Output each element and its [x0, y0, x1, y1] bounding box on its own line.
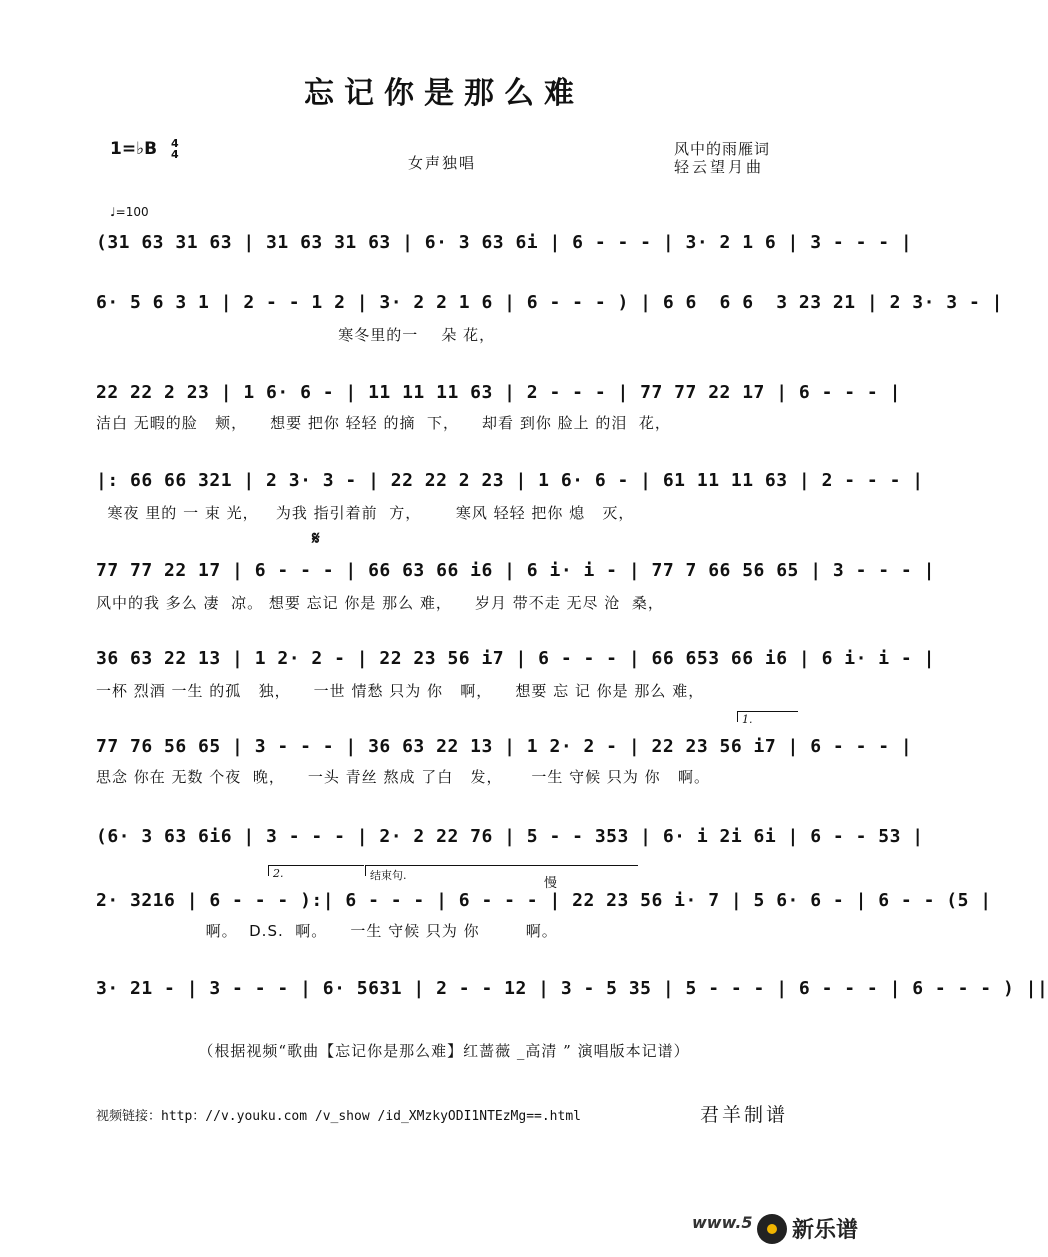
segno-sign: 𝄋 — [312, 528, 320, 549]
watermark-url: www.5 — [692, 1213, 753, 1232]
lyrics-line-3: 洁白 无暇的脸 颊， 想要 把你 轻轻 的摘 下， 却看 到你 脸上 的泪 花， — [96, 414, 671, 432]
notes-line-2: 6· 5 6 3 1 | 2 - - 1 2 | 3· 2 2 1 6 | 6 - - - ) | 6 6 6 6 3 23 21 | 2 3· 3 - | — [96, 292, 1003, 313]
voice-type: 女声独唱 — [408, 154, 477, 172]
lyrics-line-2: 寒冬里的一 朵 花， — [96, 326, 496, 344]
notes-line-6: 36 63 22 13 | 1 2· 2 - | 22 23 56 i7 | 6 - - - | 66 653 66 i6 | 6 i· i - | — [96, 648, 935, 669]
notes-line-5: 77 77 22 17 | 6 - - - | 66 63 66 i6 | 6 i· i - | 77 7 66 56 65 | 3 - - - | — [96, 560, 935, 581]
notes-line-1: (31 63 31 63 | 31 63 31 63 | 6· 3 63 6i | 6 - - - | 3· 2 1 6 | 3 - - - | — [96, 232, 913, 253]
meter-top: 4 — [170, 137, 179, 150]
transcription-source-note: （根据视频“歌曲【忘记你是那么难】红蔷薇 _高清 ” 演唱版本记谱） — [198, 1042, 690, 1060]
notes-line-10: 3· 21 - | 3 - - - | 6· 5631 | 2 - - 12 | 3 - 5 35 | 5 - - - | 6 - - - | 6 - - - ) || — [96, 978, 1048, 999]
lyrics-line-4: 寒夜 里的 一 束 光， 为我 指引着前 方， 寒风 轻轻 把你 熄 灭， — [96, 504, 635, 522]
notes-line-8: (6· 3 63 6i6 | 3 - - - | 2· 2 22 76 | 5 - - 353 | 6· i 2i 6i | 6 - - 53 | — [96, 826, 924, 847]
ending-bracket — [365, 865, 638, 882]
lyrics-line-7: 思念 你在 无数 个夜 晚， 一头 青丝 熬成 了白 发， 一生 守候 只为 你 啊。 — [96, 768, 710, 786]
watermark-brand: 新乐谱 — [792, 1218, 859, 1243]
lyricist-credit: 风中的雨雁词 — [674, 140, 771, 158]
notes-line-4: |: 66 66 321 | 2 3· 3 - | 22 22 2 23 | 1 6· 6 - | 61 11 11 63 | 2 - - - | — [96, 470, 924, 491]
key-signature — [110, 138, 179, 160]
volta-1-label: 1. — [742, 713, 753, 726]
volta-1-bracket — [737, 711, 798, 726]
site-logo-icon — [757, 1214, 787, 1244]
composer-credit: 轻云望月曲 — [674, 158, 765, 176]
time-signature — [171, 138, 179, 160]
volta-2-bracket — [268, 865, 364, 880]
transcriber-signature: 君羊制谱 — [700, 1104, 789, 1126]
notes-line-3: 22 22 2 23 | 1 6· 6 - | 11 11 11 63 | 2 - - - | 77 77 22 17 | 6 - - - | — [96, 382, 901, 403]
song-title: 忘记你是那么难 — [304, 76, 584, 111]
notes-line-7: 77 76 56 65 | 3 - - - | 36 63 22 13 | 1 2· 2 - | 22 23 56 i7 | 6 - - - | — [96, 736, 913, 757]
lyrics-line-9: 啊。 D.S. 啊。 一生 守候 只为 你 啊。 — [96, 922, 558, 940]
ending-label: 结束句. — [370, 869, 407, 882]
slow-marking: 慢 — [544, 876, 558, 891]
video-link[interactable]: 视频链接：http：//v.youku.com /v_show /id_XMzkyODI1NTEzMg==.html — [96, 1109, 581, 1124]
lyrics-line-5: 风中的我 多么 凄 凉。 想要 忘记 你是 那么 难， 岁月 带不走 无尽 沧 桑， — [96, 594, 664, 612]
volta-2-label: 2. — [273, 867, 284, 880]
tempo-marking: ♩=100 — [110, 205, 149, 219]
key-label: 1=♭B — [110, 139, 158, 159]
lyrics-line-6: 一杯 烈酒 一生 的孤 独， 一世 情愁 只为 你 啊， 想要 忘 记 你是 那么 难， — [96, 682, 705, 700]
meter-bottom: 4 — [170, 148, 179, 161]
notes-line-9: 2· 3216 | 6 - - - ):| 6 - - - | 6 - - - | 22 23 56 i· 7 | 5 6· 6 - | 6 - - (5 | — [96, 890, 992, 911]
